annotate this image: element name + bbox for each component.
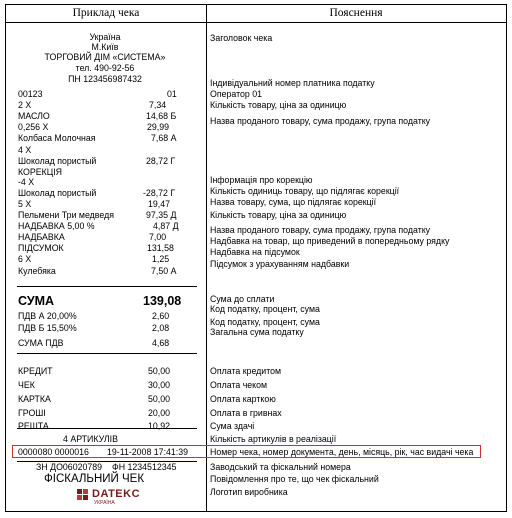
column-divider xyxy=(206,22,207,511)
tax-value: 4,68 xyxy=(152,338,170,348)
receipt-item-text: 2 X xyxy=(18,100,32,110)
receipt-item-value: 97,35 Д xyxy=(146,210,177,220)
receipt-header-line: ПН 123456987432 xyxy=(68,74,142,84)
factory-number: ЗН ДО06020789 xyxy=(36,462,103,472)
receipt-item-text: Шоколад пористый xyxy=(18,188,97,198)
receipt-item-value: 7,34 xyxy=(149,100,167,110)
tax-label: СУМА ПДВ xyxy=(18,338,64,348)
receipt-item-value: 19,47 xyxy=(148,199,171,209)
operator-code: 01 xyxy=(167,89,177,99)
explanation-line: Оплата кредитом xyxy=(210,366,282,376)
logo-name: DATEKC xyxy=(92,488,141,500)
receipt-item-value: 1,25 xyxy=(152,254,170,264)
receipt-item-text: Пельмени Три медведя xyxy=(18,210,114,220)
receipt-item-value: 7,00 xyxy=(149,232,167,242)
receipt-item-text: 0,256 X xyxy=(18,122,49,132)
explanation-line: Підсумок з урахуванням надбавки xyxy=(210,259,350,269)
explanation-line: Назва товару, сума, що підлягає корекції xyxy=(210,197,377,207)
payment-value: 20,00 xyxy=(148,408,171,418)
logo-subtitle: УКРАЇНА xyxy=(94,500,115,506)
explanation-line: Назва проданого товару, сума продажу, група податку xyxy=(210,116,431,126)
payment-value: 10,92 xyxy=(148,421,171,431)
receipt-separator xyxy=(17,353,197,354)
payment-label: КРЕДИТ xyxy=(18,366,53,376)
explanation-line: Сума здачі xyxy=(210,421,255,431)
sum-label: СУМА xyxy=(18,294,55,308)
payment-label: ЧЕК xyxy=(18,380,35,390)
payment-label: ГРОШІ xyxy=(18,408,46,418)
tax-value: 2,60 xyxy=(152,311,170,321)
receipt-item-value: -28,72 Г xyxy=(143,188,176,198)
receipt-item-value: 7,50 А xyxy=(151,266,177,276)
sum-value: 139,08 xyxy=(143,294,182,308)
receipt-item-text: 5 X xyxy=(18,199,32,209)
receipt-header-line: М.Київ xyxy=(91,42,119,52)
explanation-line: Кількість артикулів в реалізації xyxy=(210,434,337,444)
explanation-line: Заголовок чека xyxy=(210,33,273,43)
explanation-line: Кількість товару, ціна за одиницю xyxy=(210,210,347,220)
receipt-item-text: НАДБАВКА 5,00 % xyxy=(18,221,95,231)
articles-count: 4 АРТИКУЛІВ xyxy=(63,434,118,444)
receipt-item-value: 28,72 Г xyxy=(146,156,176,166)
explanation-line: Заводський та фіскальний номера xyxy=(210,462,351,472)
explanation-line: Оплата в гривнах xyxy=(210,408,282,418)
fiscal-receipt-label: ФІСКАЛЬНИЙ ЧЕК xyxy=(44,473,145,485)
tax-label: ПДВ А 20,00% xyxy=(18,311,77,321)
receipt-item-text: 6 X xyxy=(18,254,32,264)
receipt-header-line: Україна xyxy=(89,32,121,42)
explanation-line: Назва проданого товару, сума продажу, група податку xyxy=(210,225,431,235)
receipt-item-text: Кулебяка xyxy=(18,266,56,276)
receipt-item-value: 131,58 xyxy=(147,243,174,253)
receipt-item-value: 29,99 xyxy=(147,122,170,132)
explanation-line: Індивідуальний номер платника податку xyxy=(210,78,375,88)
receipt-item-text: Шоколад пористый xyxy=(18,156,97,166)
datecs-logo-icon xyxy=(77,489,89,501)
explanation-line: Номер чека, номер документа, день, місяць, рік, час видачі чека xyxy=(210,447,474,457)
payment-value: 50,00 xyxy=(148,366,171,376)
receipt-number-highlight xyxy=(12,445,481,458)
explanation-line: Оператор 01 xyxy=(210,89,263,99)
payment-label: КАРТКА xyxy=(18,394,51,404)
receipt-item-text: ПІДСУМОК xyxy=(18,243,64,253)
receipt-number: 0000080 0000016 xyxy=(18,447,89,457)
tax-label: ПДВ Б 15,50% xyxy=(18,323,77,333)
datecs-logo xyxy=(77,487,141,507)
explanation-line: Інформація про корекцію xyxy=(210,175,313,185)
explanation-line: Надбавка на товар, що приведений в попередньому рядку xyxy=(210,236,450,246)
receipt-separator xyxy=(17,286,197,287)
receipt-item-text: НАДБАВКА xyxy=(18,232,65,242)
explanation-line: Логотип виробника xyxy=(210,487,288,497)
explanation-line: Загальна сума податку xyxy=(210,327,304,337)
receipt-item-value: 4,87 Д xyxy=(153,221,179,231)
operator-number: 00123 xyxy=(18,89,43,99)
receipt-item-value: 14,68 Б xyxy=(146,111,177,121)
payment-value: 30,00 xyxy=(148,380,171,390)
fiscal-number: ФН 1234512345 xyxy=(112,462,177,472)
receipt-item-text: 4 X xyxy=(18,145,32,155)
explanation-line: Оплата карткою xyxy=(210,394,276,404)
payment-label: РЕШТА xyxy=(18,421,49,431)
receipt-header-line: ТОРГОВИЙ ДІМ «СИСТЕМА» xyxy=(44,52,166,62)
receipt-datetime: 19-11-2008 17:41:39 xyxy=(107,447,189,457)
explanation-line: Кількість одиниць товару, що підлягає корекції xyxy=(210,186,400,196)
column-header-example: Приклад чека xyxy=(6,5,207,23)
column-header-explanation: Пояснення xyxy=(206,5,506,23)
receipt-item-value: 7,68 А xyxy=(151,133,177,143)
explanation-line: Надбавка на підсумок xyxy=(210,247,300,257)
explanation-line: Код податку, процент, сума xyxy=(210,317,320,327)
explanation-line: Оплата чеком xyxy=(210,380,268,390)
explanation-line: Сума до сплати xyxy=(210,294,275,304)
payment-value: 50,00 xyxy=(148,394,171,404)
receipt-item-text: Колбаса Молочная xyxy=(18,133,96,143)
tax-value: 2,08 xyxy=(152,323,170,333)
receipt-item-text: МАСЛО xyxy=(18,111,50,121)
receipt-item-text: КОРЕКЦІЯ xyxy=(18,167,63,177)
explanation-line: Код податку, процент, сума xyxy=(210,304,320,314)
explanation-line: Повідомлення про те, що чек фіскальний xyxy=(210,474,379,484)
explanation-line: Кількість товару, ціна за одиницю xyxy=(210,100,347,110)
receipt-item-text: -4 X xyxy=(18,177,35,187)
receipt-header-line: тел. 490-92-56 xyxy=(75,63,135,73)
